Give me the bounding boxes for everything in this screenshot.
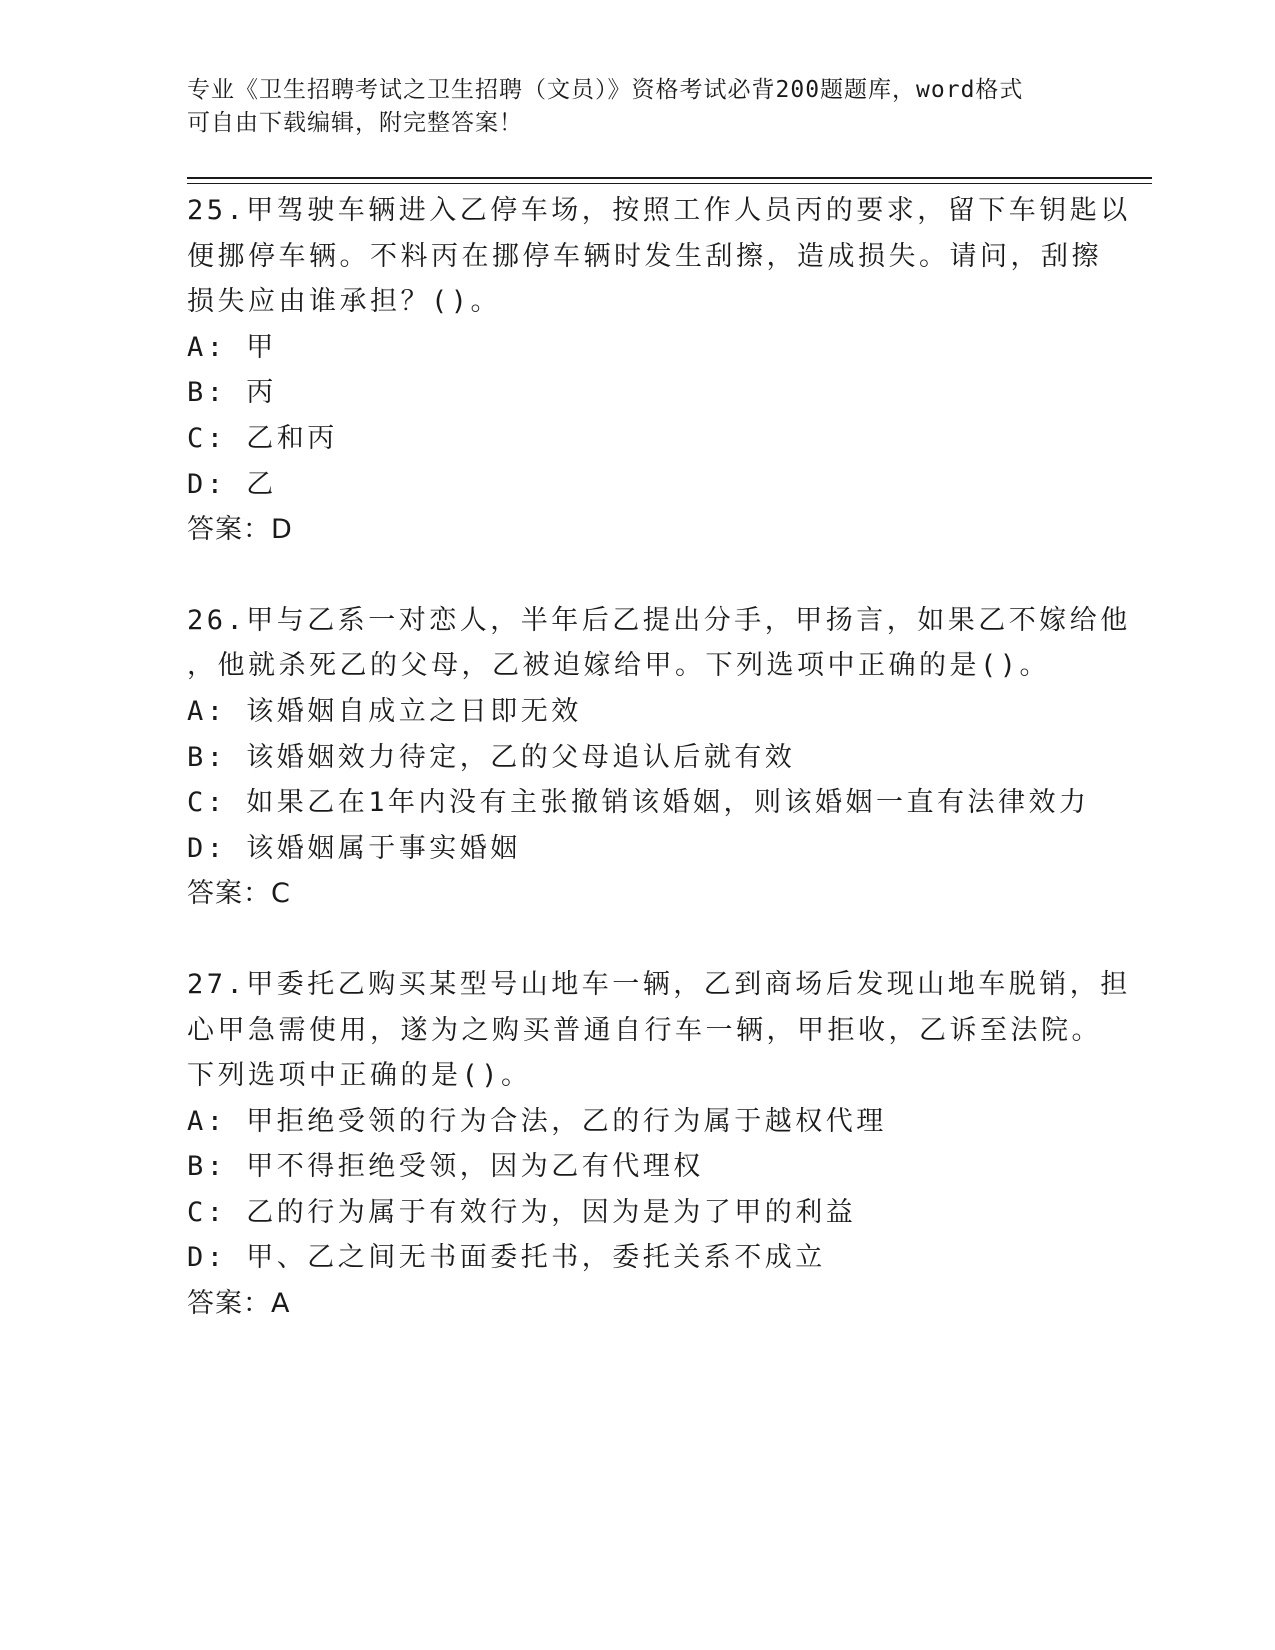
question-text-line: 便挪停车辆。不料丙在挪停车辆时发生刮擦，造成损失。请问，刮擦 [187, 240, 1102, 272]
option-c: C: 如果乙在1年内没有主张撤销该婚姻，则该婚姻一直有法律效力 [187, 787, 1090, 819]
header-divider-thin [187, 183, 1152, 184]
option-d: D: 该婚姻属于事实婚姻 [187, 832, 521, 864]
question-list [187, 188, 1131, 1372]
header-title-line-1: 专业《卫生招聘考试之卫生招聘（文员）》资格考试必背200题题库，word格式 [187, 77, 1024, 103]
document-header [187, 74, 1067, 140]
question-27 [187, 962, 1131, 1327]
option-d: D: 乙 [187, 468, 277, 500]
option-c: C: 乙和丙 [187, 422, 338, 454]
option-a: A: 该婚姻自成立之日即无效 [187, 695, 582, 727]
question-text-line: 25.甲驾驶车辆进入乙停车场，按照工作人员丙的要求，留下车钥匙以 [187, 195, 1131, 226]
option-b: B: 甲不得拒绝受领，因为乙有代理权 [187, 1151, 704, 1183]
option-b: B: 该婚姻效力待定，乙的父母追认后就有效 [187, 741, 796, 773]
question-25 [187, 188, 1131, 553]
option-b: B: 丙 [187, 377, 277, 409]
question-text-line: 心甲急需使用，遂为之购买普通自行车一辆，甲拒收，乙诉至法院。 [187, 1014, 1102, 1046]
answer-label: 答案：A [187, 1288, 291, 1320]
header-divider-thick [187, 177, 1152, 179]
question-text-line: ，他就杀死乙的父母，乙被迫嫁给甲。下列选项中正确的是()。 [187, 650, 1051, 682]
header-title-line-2: 可自由下载编辑，附完整答案！ [187, 110, 523, 136]
question-26 [187, 598, 1131, 917]
answer-label: 答案：D [187, 514, 293, 546]
option-a: A: 甲拒绝受领的行为合法，乙的行为属于越权代理 [187, 1105, 887, 1137]
option-c: C: 乙的行为属于有效行为，因为是为了甲的利益 [187, 1196, 857, 1228]
question-text-line: 26.甲与乙系一对恋人，半年后乙提出分手，甲扬言，如果乙不嫁给他 [187, 604, 1131, 636]
option-d: D: 甲、乙之间无书面委托书，委托关系不成立 [187, 1242, 826, 1274]
question-text-line: 损失应由谁承担？()。 [187, 286, 502, 318]
question-text-line: 27.甲委托乙购买某型号山地车一辆，乙到商场后发现山地车脱销，担 [187, 968, 1131, 1000]
question-text-line: 下列选项中正确的是()。 [187, 1060, 532, 1092]
option-a: A: 甲 [187, 331, 277, 363]
answer-label: 答案：C [187, 878, 291, 910]
